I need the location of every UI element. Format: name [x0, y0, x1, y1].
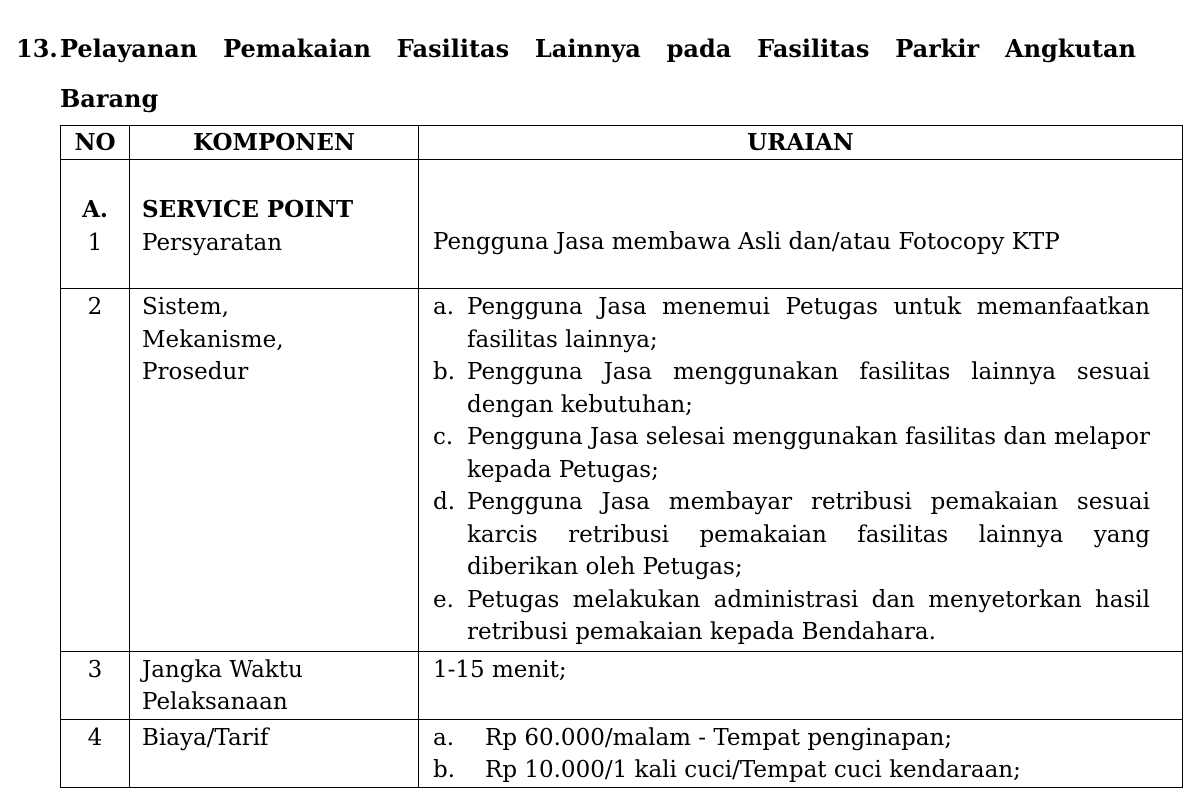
header-komponen: KOMPONEN [130, 126, 419, 160]
list-item-text: Pengguna Jasa menemui Petugas untuk memanfaatkan fasilitas lainnya; [467, 294, 1150, 353]
list-item [433, 356, 1150, 421]
header-no: NO [61, 126, 130, 160]
section-title-line2: Barang [60, 84, 159, 113]
row-komponen-line: Pelaksanaan [142, 689, 288, 715]
table-row [61, 289, 1183, 652]
tariff-list [433, 722, 1162, 787]
row-komponen-line: Prosedur [142, 359, 249, 385]
section-title-line1: Pelayanan Pemakaian Fasilitas Lainnya pada Fasilitas Parkir Angkutan [60, 34, 1136, 63]
row-no: 2 [87, 294, 103, 320]
table-header-row [61, 126, 1183, 160]
list-item-text: Pengguna Jasa selesai menggunakan fasilitas dan melapor kepada Petugas; [467, 424, 1150, 483]
section-number: 13. [16, 34, 58, 63]
list-item-text: Rp 60.000/malam - Tempat penginapan; [485, 724, 953, 751]
list-item [433, 754, 1162, 787]
row-komponen-line: Jangka Waktu [142, 656, 303, 683]
list-item-text: Pengguna Jasa menggunakan fasilitas lainnya sesuai dengan kebutuhan; [467, 359, 1150, 418]
table-row [61, 651, 1183, 719]
list-item-label: d. [433, 489, 456, 515]
row-komponen: Persyaratan [142, 229, 283, 256]
list-item [433, 486, 1150, 584]
list-item-label: c. [433, 424, 454, 450]
section-a-letter: A. [82, 196, 108, 223]
row-komponen-line: Sistem, [142, 294, 229, 320]
list-item-label: b. [433, 757, 456, 783]
table-row [61, 719, 1183, 787]
row-uraian: 1-15 menit; [433, 656, 567, 683]
row-uraian: Pengguna Jasa membawa Asli dan/atau Fotocopy KTP [433, 229, 1060, 255]
list-item-label: a. [433, 294, 455, 320]
list-item [433, 291, 1150, 356]
row-komponen: Biaya/Tarif [142, 724, 269, 751]
list-item-label: e. [433, 586, 454, 613]
list-item [433, 584, 1150, 649]
list-item [433, 722, 1162, 755]
table-row [61, 160, 1183, 289]
section-a-title: SERVICE POINT [142, 196, 354, 223]
list-item-text: Rp 10.000/1 kali cuci/Tempat cuci kendaraan; [485, 757, 1021, 783]
list-item-text: Pengguna Jasa membayar retribusi pemakaian sesuai karcis retribusi pemakaian fasilitas lainnya yang diberikan oleh Petugas; [467, 489, 1150, 580]
row-komponen-line: Mekanisme, [142, 326, 284, 353]
service-table [60, 125, 1183, 788]
list-item-text: Petugas melakukan administrasi dan menyetorkan hasil retribusi pemakaian kepada Bendahara. [467, 586, 1150, 645]
row-no: 4 [87, 724, 103, 751]
row-no: 1 [87, 229, 103, 256]
row-no: 3 [87, 656, 103, 683]
list-item [433, 421, 1150, 486]
header-uraian: URAIAN [419, 126, 1183, 160]
procedure-list [433, 291, 1150, 649]
list-item-label: a. [433, 724, 455, 751]
list-item-label: b. [433, 359, 456, 385]
